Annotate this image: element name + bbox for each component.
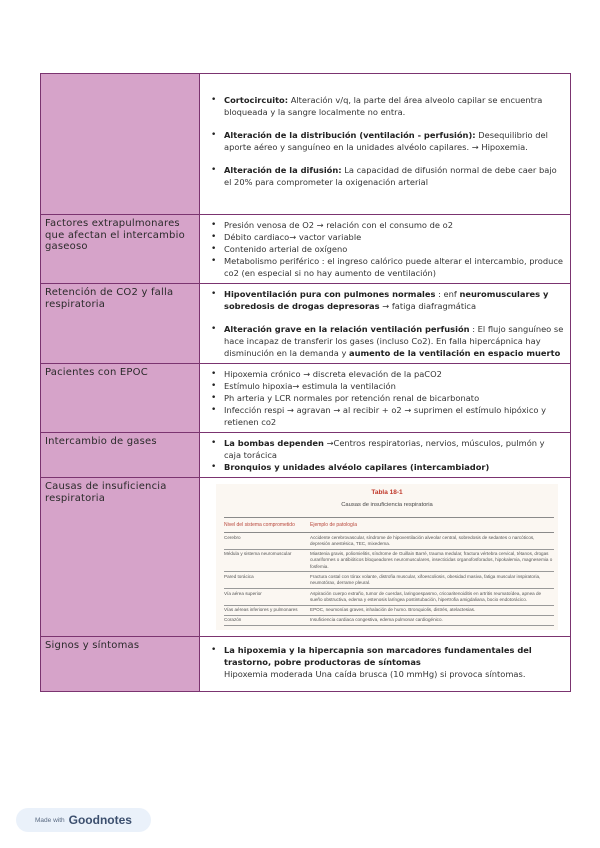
- content-cell: [200, 364, 571, 433]
- table-cell: Insuficiencia cardiaca congestiva, edema pulmonar cardiogénico.: [310, 615, 554, 625]
- table-row: [41, 433, 571, 478]
- made-with-label: Made with: [35, 816, 65, 824]
- notes-table-container: [40, 73, 571, 692]
- content-cell: [200, 637, 571, 692]
- table-cell: Vías aéreas inferiores y pulmonares: [224, 605, 310, 615]
- goodnotes-logo: Goodnotes: [68, 813, 132, 827]
- table-row: [41, 284, 571, 364]
- list-item: • Cortocircuito: Alteración v/q, la parte del área alveolo capilar se encuentra bloqueada y la sangre localmente no entra.: [224, 94, 564, 118]
- table-cell: Médula y sistema neuromuscular: [224, 549, 310, 572]
- list-item: • Ph arteria y LCR normales por retención renal de bicarbonato: [224, 392, 564, 404]
- topic-cell: Intercambio de gases: [41, 433, 200, 478]
- content-cell: [200, 284, 571, 364]
- list-item: • Alteración de la distribución (ventilación - perfusión): Desequilibrio del aporte aéreo y sanguíneo en la unidades alvéolo capilares. → Hipoxemia.: [224, 129, 564, 153]
- list-item: • Hipoventilación pura con pulmones normales : enf neuromusculares y sobredosis de drogas depresoras → fatiga diafragmática: [224, 288, 564, 312]
- list-item: • Alteración de la difusión: La capacidad de difusión normal de debe caer bajo el 20% para comprometer la oxigenación arterial: [224, 164, 564, 188]
- table-cell: EPOC, neumonías graves, inhalación de humo. Bronquiolis, distrés, atelactesias.: [310, 605, 554, 615]
- topic-cell: Retención de CO2 y falla respiratoria: [41, 284, 200, 364]
- column-header: Nivel del sistema comprometido: [224, 518, 310, 533]
- content-cell: [200, 433, 571, 478]
- table-header-row: [224, 518, 554, 533]
- column-header: Ejemplo de patología: [310, 518, 554, 533]
- made-with-goodnotes-badge: [16, 808, 151, 832]
- table-row: [41, 74, 571, 215]
- list-item: • Bronquios y unidades alvéolo capilares (intercambiador): [224, 461, 564, 473]
- content-cell: [200, 215, 571, 284]
- topic-cell: Factores extrapulmonares que afectan el intercambio gaseoso: [41, 215, 200, 284]
- figure-subtitle: Causas de insuficiencia respiratoria: [341, 502, 433, 508]
- list-item: • Alteración grave en la relación ventilación perfusión : El flujo sanguíneo se hace incapaz de transferir los gases (incluso Co2). En falla hipercápnica hay disminución en la demanda y aumento de la ventilación en espacio muerto: [224, 323, 564, 359]
- table-cell: Pared torácica: [224, 572, 310, 589]
- list-item: • Estímulo hipoxia→ estimula la ventilación: [224, 380, 564, 392]
- causes-table: [224, 517, 554, 626]
- table-row: [224, 589, 554, 606]
- topic-cell: Pacientes con EPOC: [41, 364, 200, 433]
- list-item: • Hipoxemia crónico → discreta elevación de la paCO2: [224, 368, 564, 380]
- table-cell: Vía aérea superior: [224, 589, 310, 606]
- figure-title: Tabla 18-1: [371, 489, 403, 496]
- causes-table-figure: [216, 484, 558, 630]
- list-item: • Metabolismo periférico : el ingreso calórico puede alterar el intercambio, produce co2 (en especial si no hay aumento de ventilación): [224, 255, 564, 279]
- bullet-list: [208, 437, 564, 473]
- table-row: [224, 615, 554, 625]
- table-row: [224, 605, 554, 615]
- bullet-list: [208, 219, 564, 279]
- bullet-list: [208, 94, 564, 188]
- table-row: [41, 215, 571, 284]
- topic-cell: [41, 74, 200, 215]
- bullet-list: [208, 368, 564, 428]
- list-item: • Infección respi → agravan → al recibir + o2 → suprimen el estímulo hipóxico y retienen co2: [224, 404, 564, 428]
- table-row: [224, 572, 554, 589]
- table-row: [41, 637, 571, 692]
- table-cell: Accidente cerebrovascular, síndrome de hipoventilación alveolar central, sobredosis de sedantes o narcóticos, depresión anestésica, TEC, mixedema.: [310, 533, 554, 550]
- list-item: • Presión venosa de O2 → relación con el consumo de o2: [224, 219, 564, 231]
- table-cell: Aspiración cuerpo extraño, tumor de cuerdas, laringoespasmo, cricoaritenoiditis en artritis reumatoídea, apnea de sueño obstructiva, edema y estenosis laríngea postintubación, hipertrofia amigdaliana, bocio endotorácico.: [310, 589, 554, 606]
- content-cell: [200, 478, 571, 637]
- table-row: [41, 364, 571, 433]
- table-cell: Cerebro: [224, 533, 310, 550]
- bullet-list: [208, 288, 564, 359]
- list-item: • La hipoxemia y la hipercapnia son marcadores fundamentales del trastorno, pobre productoras de síntomas Hipoxemia moderada Una caída brusca (10 mmHg) si provoca síntomas.: [224, 644, 564, 680]
- table-row: [41, 478, 571, 637]
- list-item: • Contenido arterial de oxígeno: [224, 243, 564, 255]
- notes-table: [40, 73, 571, 692]
- topic-cell: Signos y síntomas: [41, 637, 200, 692]
- table-cell: Corazón: [224, 615, 310, 625]
- table-cell: Miastenia gravis, poliomielitis, síndrome de Guillain Barré, trauma medular, fractura vértebra cervical, tétanos, drogas curariformes o antibióticos bloqueadores neuromusculares, insecticidas organofosforados, hipokalemia, magnesemia o fosfemia.: [310, 549, 554, 572]
- table-row: [224, 549, 554, 572]
- bullet-list: [208, 644, 564, 680]
- table-row: [224, 533, 554, 550]
- list-item: • La bombas dependen →Centros respiratorias, nervios, músculos, pulmón y caja torácica: [224, 437, 564, 461]
- content-cell: [200, 74, 571, 215]
- table-cell: Fractura costal con tórax volante, distrofia muscular, xifoescoliosis, obesidad masiva, fatiga muscular inspiratoria, neumotórax, derrame pleural.: [310, 572, 554, 589]
- list-item: • Débito cardiaco→ vactor variable: [224, 231, 564, 243]
- topic-cell: Causas de insuficiencia respiratoria: [41, 478, 200, 637]
